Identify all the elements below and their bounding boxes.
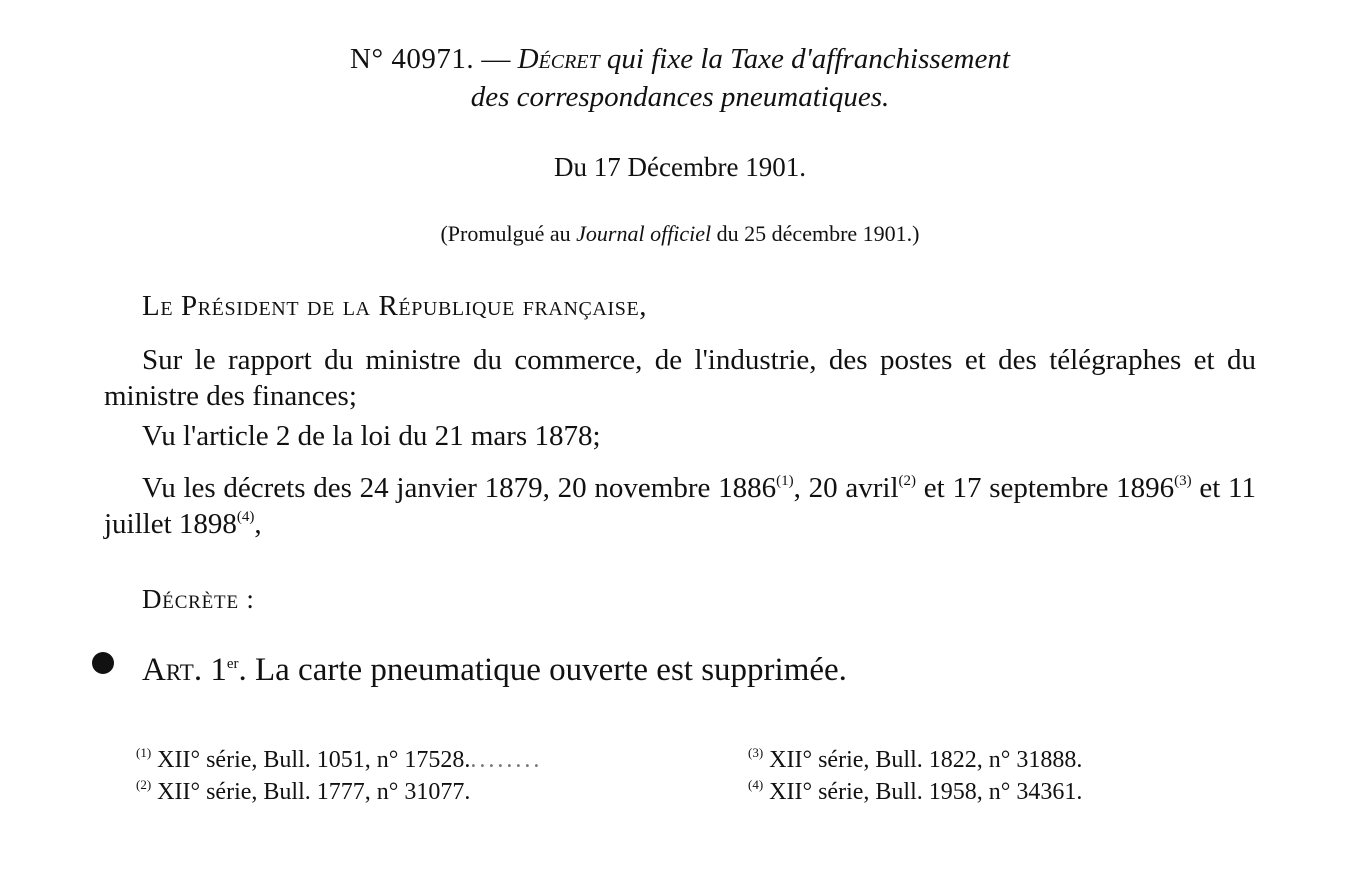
footnote-1-text: XII° série, Bull. 1051, n° 17528. [151,747,471,773]
decrets-text-b: , 20 avril [793,472,899,504]
decrets-text-c: et 17 septembre 1896 [916,472,1175,504]
decree-number: N° 40971. [350,43,475,75]
title-dash: — [474,43,518,75]
promulgation-prefix: (Promulgué au [440,221,577,246]
article-label: Art. 1 [142,652,227,688]
article-label-dot: . [238,652,247,688]
footnote-4-text: XII° série, Bull. 1958, n° 34361. [763,779,1083,805]
footnote-2-text: XII° série, Bull. 1777, n° 31077. [151,779,471,805]
article-1 [142,650,847,690]
footnote-ref-4: (4) [236,509,255,525]
footnotes [136,744,1236,808]
article-label-sup: er [226,656,239,672]
decret-word: Décret [517,43,600,75]
decrets-text-a: Vu les décrets des 24 janvier 1879, 20 novembre 1886 [142,472,777,504]
decrete-heading: Décrète : [142,584,255,614]
bullet-dot-icon [92,652,114,674]
footnote-row-1 [136,744,1236,776]
footnote-1-mark: (1) [136,745,152,760]
footnote-ref-2: (2) [898,473,917,489]
title-rest: qui fixe la Taxe d'affranchissement [599,43,1010,75]
decrets-text-d: et 11 juillet 1898 [104,472,1256,540]
footnote-ref-1: (1) [776,473,794,489]
decree-title-line2: des correspondances pneumatiques. [470,81,890,113]
footnote-3-text: XII° série, Bull. 1822, n° 31888. [763,747,1083,773]
journal-name: Journal officiel [576,221,712,246]
footnote-4 [748,776,1082,808]
decree-date: Du 17 Décembre 1901. [554,152,806,182]
footnote-3-mark: (3) [748,745,764,760]
decree-title-line1 [0,42,1360,76]
promulgation-note [0,219,1360,249]
article-text: La carte pneumatique ouverte est supprimée. [246,652,847,688]
president-heading: Le Président de la République française, [142,290,648,322]
paragraph-article-loi: Vu l'article 2 de la loi du 21 mars 1878; [142,420,601,452]
footnote-2 [136,776,748,808]
footnote-ref-3: (3) [1174,473,1192,489]
footnote-1-dots: ........ [470,747,543,773]
footnote-2-mark: (2) [136,777,152,792]
footnote-row-2 [136,776,1236,808]
footnote-1 [136,744,748,776]
footnote-3 [748,744,1082,776]
decrets-text-e: , [254,508,262,540]
promulgation-suffix: du 25 décembre 1901.) [711,221,920,246]
paragraph-rapport: Sur le rapport du ministre du commerce, de l'industrie, des postes et des télégraphes et du ministre des finances; [104,344,1256,412]
paragraph-decrets [104,470,1256,542]
footnote-4-mark: (4) [748,777,764,792]
